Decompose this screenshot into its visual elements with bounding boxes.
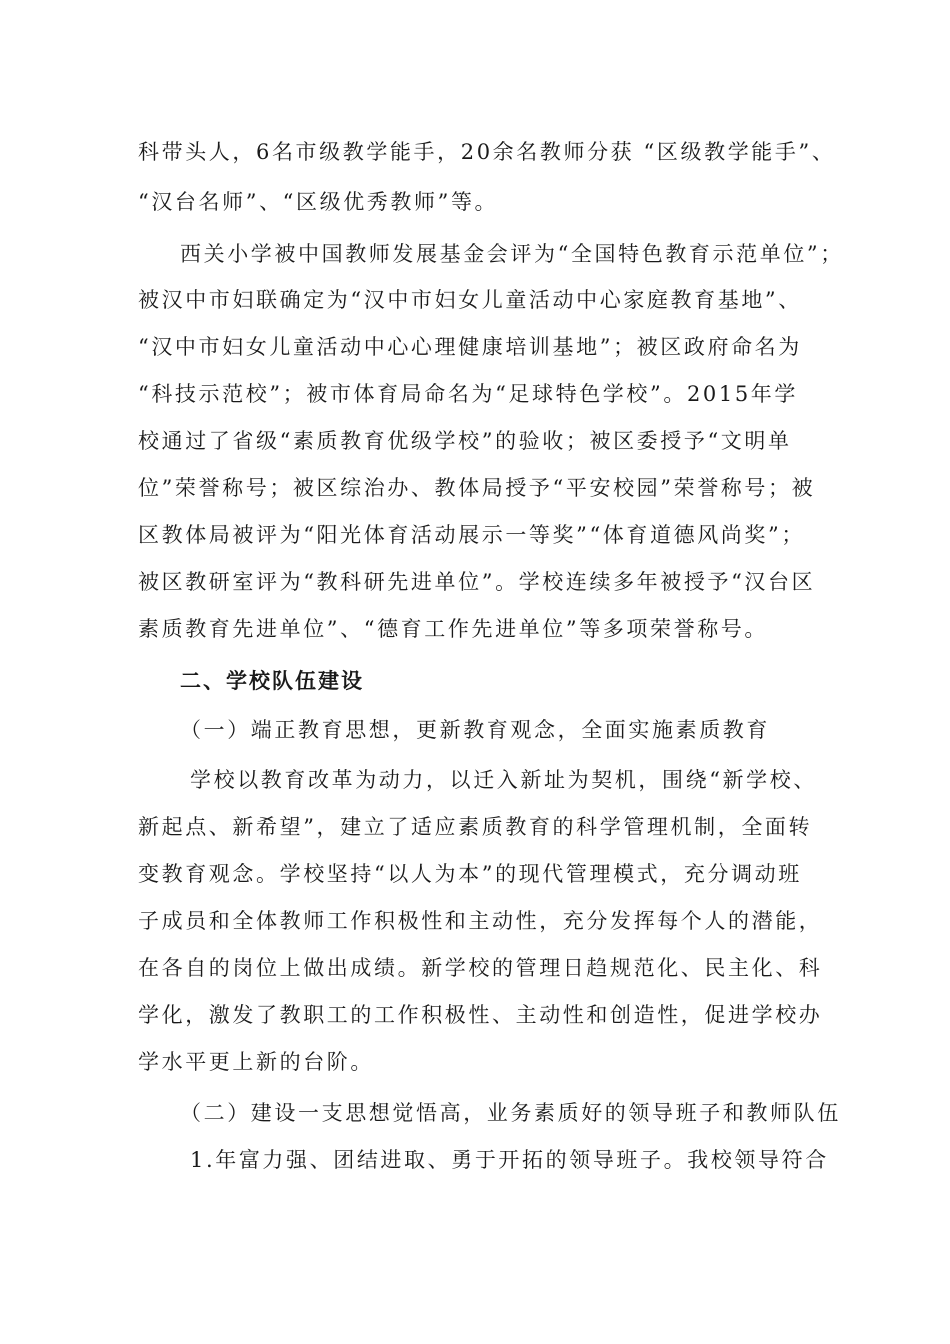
paragraph-line: 位”荣誉称号；被区综治办、教体局授予“平安校园”荣誉称号；被 [138,476,816,500]
paragraph-line: 科带头人，6名市级教学能手，20余名教师分获 “区级教学能手”、 [138,140,836,164]
paragraph-line: 西关小学被中国教师发展基金会评为“全国特色教育示范单位”； [180,242,844,266]
paragraph-line: 在各自的岗位上做出成绩。新学校的管理日趋规范化、民主化、科 [138,956,823,980]
paragraph-line: “科技示范校”；被市体育局命名为“足球特色学校”。2015年学 [138,382,798,406]
paragraph-line: 子成员和全体教师工作积极性和主动性，充分发挥每个人的潜能， [138,909,823,933]
paragraph-line: “汉台名师”、“区级优秀教师”等。 [138,190,499,214]
paragraph-line: 校通过了省级“素质教育优级学校”的验收；被区委授予“文明单 [138,429,792,453]
paragraph-line: 变教育观念。学校坚持“以人为本”的现代管理模式，充分调动班 [138,862,802,886]
paragraph-line: “汉中市妇女儿童活动中心心理健康培训基地”；被区政府命名为 [138,335,802,359]
paragraph-line: 素质教育先进单位”、“德育工作先进单位”等多项荣誉称号。 [138,617,769,641]
paragraph-line: 新起点、新希望”，建立了适应素质教育的科学管理机制，全面转 [138,815,813,839]
paragraph-line: 1.年富力强、团结进取、勇于开拓的领导班子。我校领导符合 [190,1148,829,1172]
section-heading: 二、学校队伍建设 [180,669,364,693]
paragraph-line: 区教体局被评为“阳光体育活动展示一等奖”“体育道德风尚奖”； [138,523,805,547]
paragraph-line: 学校以教育改革为动力，以迁入新址为契机，围绕“新学校、 [190,768,817,792]
subsection-heading: （二）建设一支思想觉悟高，业务素质好的领导班子和教师队伍 [180,1101,841,1125]
paragraph-line: 被汉中市妇联确定为“汉中市妇女儿童活动中心家庭教育基地”、 [138,288,802,312]
paragraph-line: 被区教研室评为“教科研先进单位”。学校连续多年被授予“汉台区 [138,570,816,594]
subsection-heading: （一）端正教育思想，更新教育观念，全面实施素质教育 [180,718,770,742]
paragraph-line: 学水平更上新的台阶。 [138,1050,374,1074]
paragraph-line: 学化，激发了教职工的工作积极性、主动性和创造性，促进学校办 [138,1003,823,1027]
